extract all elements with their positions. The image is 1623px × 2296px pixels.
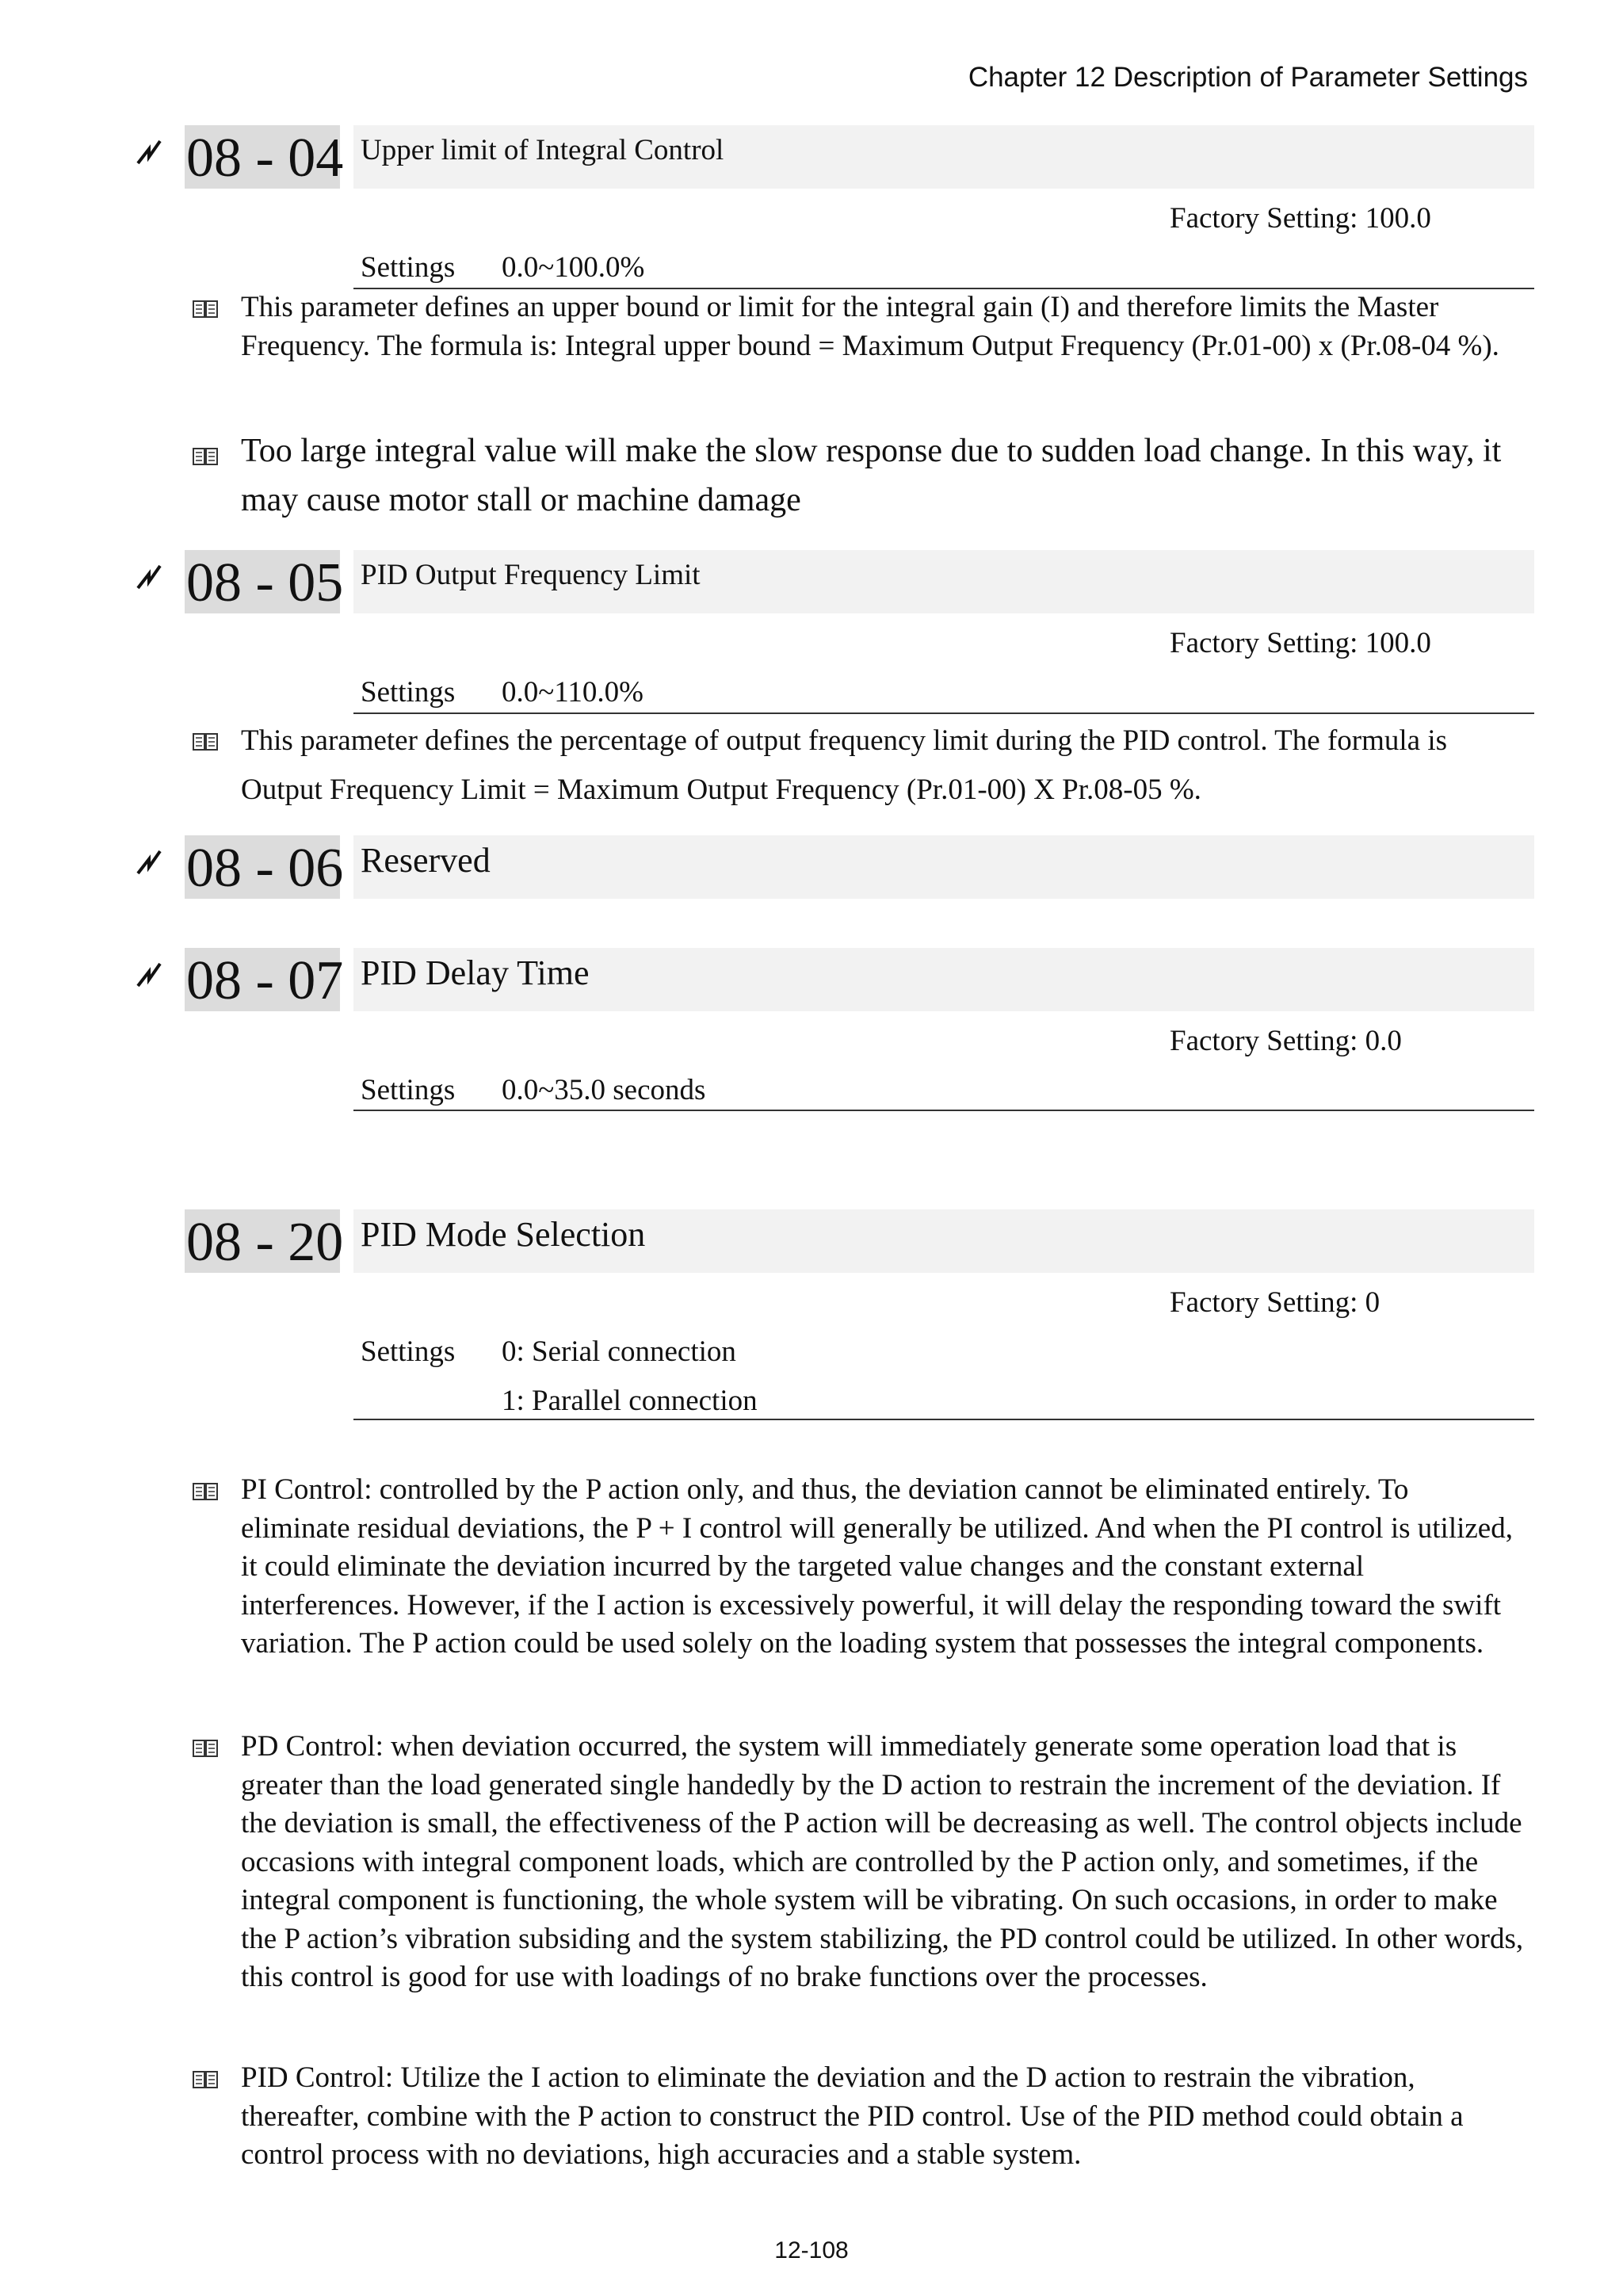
book-icon [192,731,219,753]
settings-rule [353,1110,1534,1111]
note-text: PI Control: controlled by the P action only, and thus, the deviation cannot be eliminated entirely. To eliminate residual deviations, the P + I control will generally be utilized. And when the PI control is utilized, it could eliminate the deviation incurred by the targeted value changes and the constant external interferences. However, if the I action is excessively powerful, it will delay the responding toward the swift variation. The P action could be used solely on the loading system that possesses the integral components. [241,1473,1513,1660]
factory-setting: Factory Setting: 0.0 [1170,1025,1402,1057]
param-number: 08 - 04 [185,125,340,189]
chapter-header: Chapter 12 Description of Parameter Settings [968,62,1528,93]
param-name: PID Delay Time [361,953,590,992]
book-icon [192,1737,219,1759]
settings-rule [353,712,1534,714]
settings-label: Settings [361,1074,456,1106]
factory-setting: Factory Setting: 0 [1170,1286,1381,1319]
settings-value: 0.0~110.0% [502,676,643,709]
param-08-06 [0,835,1623,899]
settings-value: 0: Serial connection [502,1335,736,1368]
book-icon [192,1480,219,1503]
page-number: 12-108 [774,2237,849,2264]
param-name: Upper limit of Integral Control [361,134,724,166]
book-icon [192,445,219,468]
factory-setting: Factory Setting: 100.0 [1170,627,1431,659]
param-number: 08 - 05 [185,550,340,613]
settings-label: Settings [361,1335,456,1368]
param-08-04 [0,125,1623,292]
param-name: Reserved [361,841,491,880]
note-text: Too large integral value will make the slow response due to sudden load change. In this way, it may cause motor stall or machine damage [241,433,1502,518]
book-icon [192,298,219,320]
note-text: This parameter defines an upper bound or limit for the integral gain (I) and therefore limits the Master Frequency. The formula is: Integral upper bound = Maximum Output Frequency (Pr.01-00) x (Pr.08-04 %). [241,291,1499,362]
factory-setting: Factory Setting: 100.0 [1170,202,1431,235]
note-text: PID Control: Utilize the I action to eliminate the deviation and the D action to restrain the vibration, thereafter, combine with the P action to construct the PID control. Use of the PID method could obtain a control process with no deviations, high accuracies and a stable system. [241,2061,1464,2171]
param-08-07 [0,948,1623,1114]
param-08-20 [0,1209,1623,1423]
settings-rule [353,1419,1534,1420]
settings-label: Settings [361,251,456,284]
lightning-icon [133,136,165,168]
param-number: 08 - 06 [185,835,340,899]
param-name: PID Mode Selection [361,1215,646,1254]
lightning-icon [133,561,165,593]
lightning-icon [133,846,165,878]
note-text: PD Control: when deviation occurred, the system will immediately generate some operation load that is greater than the load generated single handedly by the D action to restrain the increment of the deviation. If the deviation is small, the effectiveness of the P action will be decreasing as well. The control objects include occasions with integral component loads, which are controlled by the P action only, and sometimes, if the integral component is functioning, the whole system will be vibrating. On such occasions, in order to make the P action’s vibration subsiding and the system stabilizing, the PD control could be utilized. In other words, this control is good for use with loadings of no brake functions over the processes. [241,1730,1524,1993]
param-number: 08 - 20 [185,1209,340,1273]
param-name: PID Output Frequency Limit [361,559,701,591]
settings-value: 1: Parallel connection [502,1385,758,1417]
settings-value: 0.0~100.0% [502,251,645,284]
param-number: 08 - 07 [185,948,340,1011]
param-08-05 [0,550,1623,716]
note-text: This parameter defines the percentage of output frequency limit during the PID control. The formula is Output Frequency Limit = Maximum Output Frequency (Pr.01-00) X Pr.08-05 %. [241,724,1448,806]
settings-value: 0.0~35.0 seconds [502,1074,706,1106]
param-name-bar [353,835,1534,899]
settings-label: Settings [361,676,456,709]
book-icon [192,2069,219,2091]
lightning-icon [133,959,165,991]
